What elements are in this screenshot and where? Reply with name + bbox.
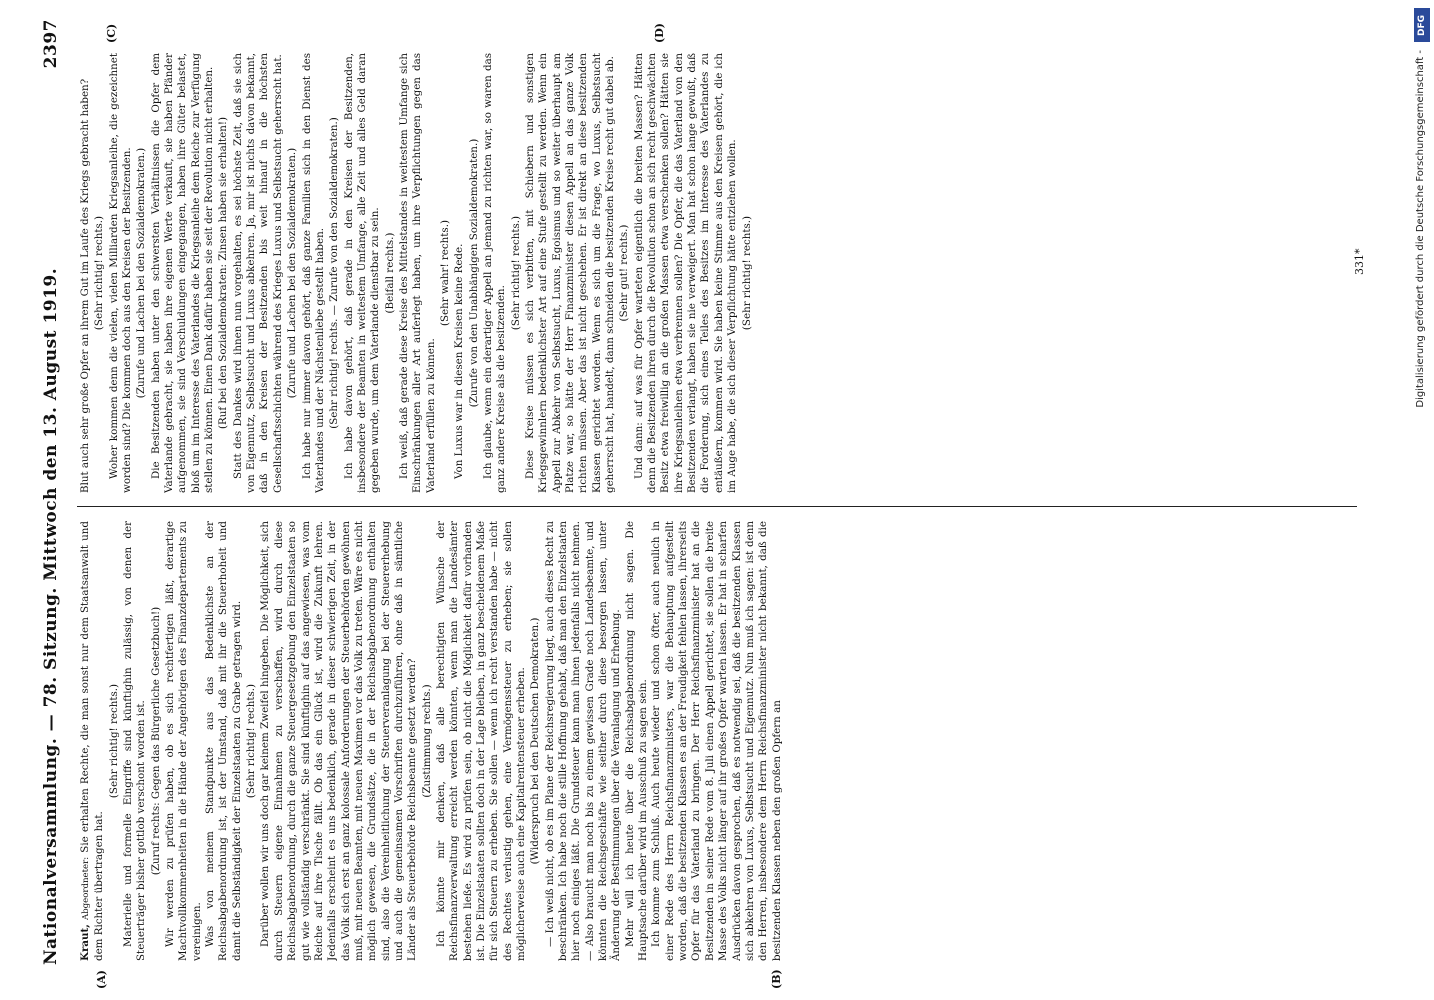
paragraph: Woher kommen denn die vielen, vielen Milliarden Kriegsanleihe, die gezeichnet worden sind? Die kommen doch aus den Kreisen der Besitzenden.	[107, 53, 134, 493]
paragraph: Blut auch sehr große Opfer an ihrem Gut im Laufe des Kriegs gebracht haben?	[79, 78, 91, 493]
interjection: (Sehr richtig! rechts.)	[509, 215, 522, 331]
paragraph: Und dann: auf was für Opfer warteten eigentlich die breiten Massen? Hätten denn die Besitzenden ihren durch die Revolution schon an sich recht geschwächten Besitz etwa freiwillig an die großen Massen etwa verschenken sollen? Hätten sie ihre Kriegsanleihen etwa verbrennen sollen? Die Opfer, die das Vaterland von den Besitzenden verlangt, haben sie nie verweigert. Man hat schon lange gewußt, daß die Forderung, sich eines Teiles des Besitzes im Interesse des Vaterlandes zu entäußern, kommen wird. Sie haben keine Stimme aus den Kreisen gehört, die ich im Auge habe, die sich dieser Verpflichtung hätte entziehen wollen.	[632, 53, 739, 493]
speaker-role: Abgeordneter:	[81, 856, 91, 920]
digitization-credit: Digitalisierung gefördert durch die Deutsche Forschungsgemeinschaft -	[1415, 50, 1426, 408]
interjection: (Zustimmung rechts.)	[420, 684, 433, 798]
speaker-name: Kraut,	[79, 924, 91, 961]
margin-mark-d: (D)	[653, 23, 666, 43]
paragraph: Mehr will ich heute über die Reichsabgabenordnung nicht sagen. Die Hauptsache darüber wird im Ausschuß zu sagen sein.	[623, 521, 650, 961]
paragraph: Ich könnte mir denken, daß alle berechtigten Wünsche der Reichsfinanzverwaltung erreicht werden könnten, wenn man die Landesämter bestehen ließe. Es wird zu prüfen sein, ob nicht die Möglichkeit dafür vorhanden ist. Die Einzelstaaten sollten doch in der Lage bleiben, in ganz bescheidenem Maße für sich Steuern zu erheben. Sie sollen — wenn ich recht verstanden habe — nicht des Rechtes verlustig gehen, eine Vermögenssteuer zu erheben; sie sollen möglicherweise auch eine Kapitalrentensteuer erheben.	[434, 521, 527, 961]
interjection: (Zurufe von den Unabhängigen Sozialdemokraten.)	[467, 138, 480, 408]
margin-mark-b: (B)	[770, 969, 783, 989]
interjection: (Zurufe und Lachen bei den Sozialdemokraten.)	[286, 147, 299, 399]
interjection: (Widerspruch bei den Deutschen Demokraten.)	[529, 617, 542, 865]
interjection: (Sehr richtig! rechts.)	[93, 215, 106, 331]
rotated-document-frame	[35, 5, 1395, 995]
interjection: (Zurufe und Lachen bei den Sozialdemokraten.)	[135, 147, 148, 399]
paragraph: Diese Kreise müssen es sich verbitten, mit Schiebern und sonstigen Kriegsgewinnlern bedenklichster Art auf eine Stufe gestellt zu werden. Wenn ein Appell zur Abkehr von Selbstsucht, Luxus, Egoismus und so weiter überhaupt am Platze war, so hätte der Herr Finanzminister diesen Appell an das ganze Volk richten müssen. Aber das ist nicht geschehen. Er ist direkt an diese besitzenden Klassen gerichtet worden. Wenn es sich um die Frage, wo Luxus, Selbstsucht geherrscht hat, handelt, dann schneiden die besitzenden Kreise recht gut dabei ab.	[524, 53, 617, 493]
interjection: (Sehr gut! rechts.)	[618, 224, 631, 322]
digitization-sidebar	[1412, 0, 1434, 1000]
paragraph: Materielle und formelle Eingriffe sind künftighin zulässig, von denen der Steuerträger bisher gottlob verschont worden ist.	[122, 521, 148, 961]
paragraph: Wir werden zu prüfen haben, ob es sich rechtfertigen läßt, derartige Machtvollkommenheiten in die Hände der Angehörigen des Finanzdepartements zu vereinigen.	[164, 521, 203, 961]
paragraph: Die Besitzenden haben unter den schwersten Verhältnissen die Opfer dem Vaterlande gebracht, sie haben ihre eigenen Werte verkauft, sie haben Pfänder aufgenommen, sie sind Verschuldungen eingegangen, haben ihre Güter belastet, bloß um im Interesse des Vaterlandes die Kriegsanleihe dem Reiche zur Verfügung stellen zu können. Einen Dank dafür haben sie seit der Revolution nicht erhalten.	[149, 53, 216, 493]
paragraph: Ich komme zum Schluß. Auch heute wieder und schon öfter, auch neulich in einer Rede des Herrn Reichsfinanzministers, war die Behauptung aufgestellt worden, daß die besitzenden Klassen es an der Freudigkeit fehlen lassen, ihrerseits Opfer für das Vaterland zu bringen. Der Herr Reichsfinanzminister hat an die Besitzenden in seiner Rede vom 8. Juli einen Appell gerichtet, sie sollen die breite Masse des Volks nicht länger auf ihr großes Opfer warten lassen. Er hat in scharfen Ausdrücken davon gesprochen, daß es notwendig sei, daß die besitzenden Klassen sich abkehren von Luxus, Selbstsucht und Eigennutz. Nun muß ich sagen: ist denn den Herren, insbesondere dem Herrn Reichsfinanzminister nicht bekannt, daß die besitzenden Klassen neben den großen Opfern an	[650, 521, 783, 961]
right-column	[79, 53, 1349, 493]
margin-mark-c: (C)	[105, 23, 118, 43]
paragraph-text: Sie erhalten Rechte, die man sonst nur dem Staatsanwalt und dem Richter übertragen hat.	[79, 521, 106, 961]
interjection: (Sehr richtig! rechts.)	[740, 215, 753, 331]
left-column	[79, 521, 1349, 961]
paragraph: Ich habe davon gehört, daß gerade in den Kreisen der Besitzenden, insbesondere der Beamten in weitestem Umfange, alle Zeit und alles Geld daran gegeben wurde, um dem Vaterlande dienstbar zu sein.	[342, 53, 382, 493]
interjection: (Zuruf rechts: Gegen das Bürgerliche Gesetzbuch!)	[149, 606, 162, 876]
paragraph: Ich glaube, wenn ein derartiger Appell an jemand zu richten war, so waren das ganz andere Kreise als die besitzenden.	[481, 53, 508, 493]
header-title: Nationalversammlung. — 78. Sitzung. Mittwoch den 13. August 1919.	[41, 267, 61, 965]
paragraph	[79, 521, 107, 961]
interjection: (Sehr richtig! rechts.)	[107, 683, 120, 799]
interjection: (Sehr richtig! rechts.)	[245, 683, 258, 799]
dfg-logo: DFG	[1414, 8, 1430, 42]
paragraph: — Ich weiß nicht, ob es im Plane der Reichsregierung liegt, auch dieses Recht zu beschränken. Ich habe noch die stille Hoffnung gehabt, daß man den Einzelstaaten hier noch einiges läßt. Die Grundsteuer kann man ihnen jedenfalls nicht nehmen. — Also braucht man noch bis zu einem gewissen Grade noch Landesbeamte, und könnten die Reichsgeschäfte wie seither durch diese besorgen lassen, unter Änderung der Bestimmungen über die Veranlagung und Erhebung.	[543, 521, 623, 961]
column-divider	[77, 506, 1357, 507]
interjection: (Sehr wahr! rechts.)	[438, 219, 451, 327]
interjection: (Beifall rechts.)	[383, 232, 396, 314]
margin-mark-a: (A)	[95, 970, 108, 989]
interjection: (Sehr richtig! rechts. — Zurufe von den Sozialdemokraten.)	[328, 117, 341, 429]
paragraph: Ich weiß, daß gerade diese Kreise des Mittelstandes in weitestem Umfange sich Einschränkungen aller Art auferlegt haben, um ihre Verpflichtungen gegen das Vaterland erfüllen zu können.	[397, 53, 437, 493]
paragraph: Ich habe nur immer davon gehört, daß ganze Familien sich in den Dienst des Vaterlandes und der Nächstenliebe gestellt haben.	[300, 53, 326, 493]
paragraph: Was von meinem Standpunkte aus das Bedenklichste an der Reichsabgabenordnung ist, ist der Umstand, daß mit ihr die Steuerhoheit und damit die Selbständigkeit der Einzelstaaten zu Grabe getragen wird.	[204, 521, 243, 961]
paragraph: Darüber wollen wir uns doch gar keinem Zweifel hingeben. Die Möglichkeit, sich durch Steuern eigene Einnahmen zu verschaffen, wird durch diese Reichsabgabenordnung, durch die ganze Steuergesetzgebung den Einzelstaaten so gut wie vollständig verschränkt. Sie sind künftighin auf das angewiesen, was vom Reiche auf ihre Tische fällt. Ob das ein Glück ist, wird die Zukunft lehren. Jedenfalls erscheint es uns bedenklich, gerade in dieser schwierigen Zeit, in der das Volk sich erst an ganz kolossale Anforderungen der Steuerbehörden gewöhnen muß, mit neuen Beamten, mit neuen Maximen vor das Volk zu treten. Wäre es nicht möglich gewesen, die Grundsätze, die in der Reichsabgabenordnung enthalten sind, also die Vereinheitlichung der Steuerveranlagung bei der Steuererhebung und auch die gemeinsamen Vorschriften durchzuführen, ohne daß in sämtliche Länder als Steuerbehörde Reichsbeamte gesetzt werden?	[259, 521, 419, 961]
footnote-signature: 331*	[1353, 248, 1366, 275]
page-header	[35, 5, 69, 995]
paragraph: Statt des Dankes wird ihnen nun vorgehalten, es sei höchste Zeit, daß sie sich von Eigennutz, Selbstsucht und Luxus abkehren. Ja, mir ist nichts davon bekannt, daß in den Kreisen der Besitzenden bis weit hinauf in die höchsten Gesellschaftsschichten während des Krieges Luxus und Selbstsucht geherrscht hat.	[231, 53, 284, 493]
interjection: (Ruf bei den Sozialdemokraten: Zinsen haben sie erhalten!)	[217, 116, 230, 430]
page-number: 2397	[41, 19, 61, 69]
paragraph: Von Luxus war in diesen Kreisen keine Rede.	[453, 243, 466, 479]
